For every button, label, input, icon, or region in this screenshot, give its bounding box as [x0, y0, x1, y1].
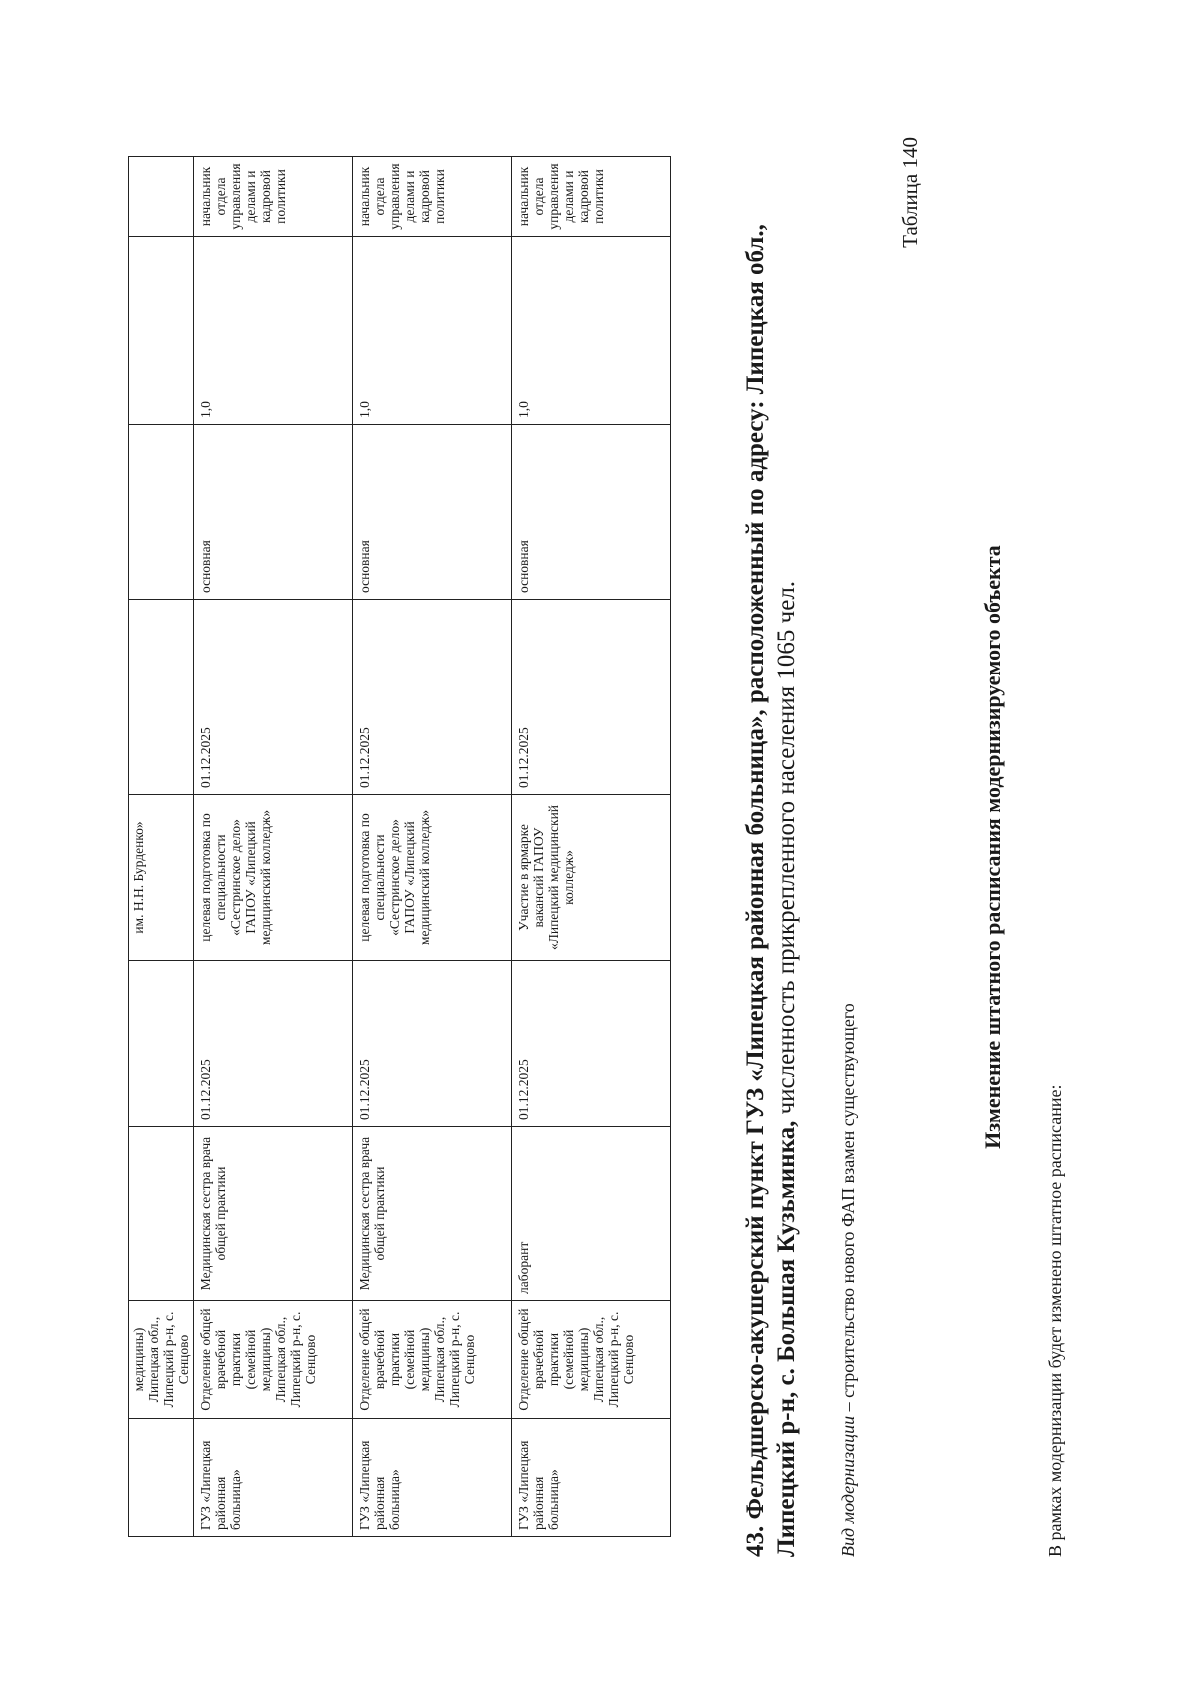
table-cell: [129, 157, 194, 237]
table-cell: [129, 425, 194, 600]
table-number-label: Таблица 140: [898, 137, 922, 248]
table-cell: [129, 237, 194, 425]
cell-position: Медицинская сестра врача общей практики: [353, 1127, 512, 1301]
table-row: [353, 157, 512, 1537]
table-cell-measure: им. Н.Н. Бурденко»: [129, 795, 194, 961]
cell-type: основная: [512, 425, 671, 600]
facility-heading: [740, 137, 802, 1557]
cell-date2: 01.12.2025: [194, 600, 353, 795]
cell-date1: 01.12.2025: [512, 961, 671, 1127]
cell-responsible: начальник отдела управления делами и кадровой политики: [353, 157, 512, 237]
cell-measure: целевая подготовка по специальности «Сестринское дело» ГАПОУ «Липецкий медицинский колледж»: [353, 795, 512, 961]
cell-unit: Отделение общей врачебной практики (семейной медицины) Липецкая обл., Липецкий р-н, с. Сенцово: [194, 1301, 353, 1419]
cell-org: ГУЗ «Липецкая районная больница»: [512, 1419, 671, 1537]
table-row: [194, 157, 353, 1537]
cell-rate: 1,0: [512, 237, 671, 425]
cell-date2: 01.12.2025: [353, 600, 512, 795]
cell-position: Медицинская сестра врача общей практики: [194, 1127, 353, 1301]
cell-date2: 01.12.2025: [512, 600, 671, 795]
section-title: Изменение штатного расписания модернизируемого объекта: [980, 545, 1005, 1149]
cell-date1: 01.12.2025: [194, 961, 353, 1127]
cell-measure: Участие в ярмарке вакансий ГАПОУ «Липецкий медицинский колледж»: [512, 795, 671, 961]
facility-heading-population: численность прикрепленного населения 1065 чел.: [773, 580, 800, 1121]
table-row: [512, 157, 671, 1537]
modernization-type: [838, 157, 859, 1557]
cell-responsible: начальник отдела управления делами и кадровой политики: [194, 157, 353, 237]
modernization-type-label: Вид модернизации: [838, 1415, 858, 1557]
cell-org: ГУЗ «Липецкая районная больница»: [194, 1419, 353, 1537]
cell-type: основная: [353, 425, 512, 600]
cell-type: основная: [194, 425, 353, 600]
table-cell: [129, 600, 194, 795]
cell-date1: 01.12.2025: [353, 961, 512, 1127]
cell-unit: Отделение общей врачебной практики (семейной медицины) Липецкая обл., Липецкий р-н, с. Сенцово: [512, 1301, 671, 1419]
staffing-change-note: В рамках модернизации будет изменено штатное расписание:: [1045, 1084, 1065, 1557]
table-cell: [129, 1127, 194, 1301]
cell-org: ГУЗ «Липецкая районная больница»: [353, 1419, 512, 1537]
cell-measure: целевая подготовка по специальности «Сестринское дело» ГАПОУ «Липецкий медицинский колледж»: [194, 795, 353, 961]
modernization-type-text: – строительство нового ФАП взамен существующего: [838, 1003, 858, 1416]
table-cell-unit: медицины) Липецкая обл., Липецкий р-н, с. Сенцово: [129, 1301, 194, 1419]
facility-heading-bold: 43. Фельдшерско-акушерский пункт ГУЗ «Липецкая районная больница», расположенный по адресу: Липецкая обл., Липецкий р-н, с. Большая Кузьминка,: [742, 224, 800, 1557]
cell-position: лаборант: [512, 1127, 671, 1301]
cell-rate: 1,0: [353, 237, 512, 425]
table-row-continuation: [129, 157, 194, 1537]
cell-rate: 1,0: [194, 237, 353, 425]
table-cell: [129, 1419, 194, 1537]
cell-responsible: начальник отдела управления делами и кадровой политики: [512, 157, 671, 237]
staffing-table: [128, 156, 671, 1537]
cell-unit: Отделение общей врачебной практики (семейной медицины) Липецкая обл., Липецкий р-н, с. Сенцово: [353, 1301, 512, 1419]
table-cell: [129, 961, 194, 1127]
